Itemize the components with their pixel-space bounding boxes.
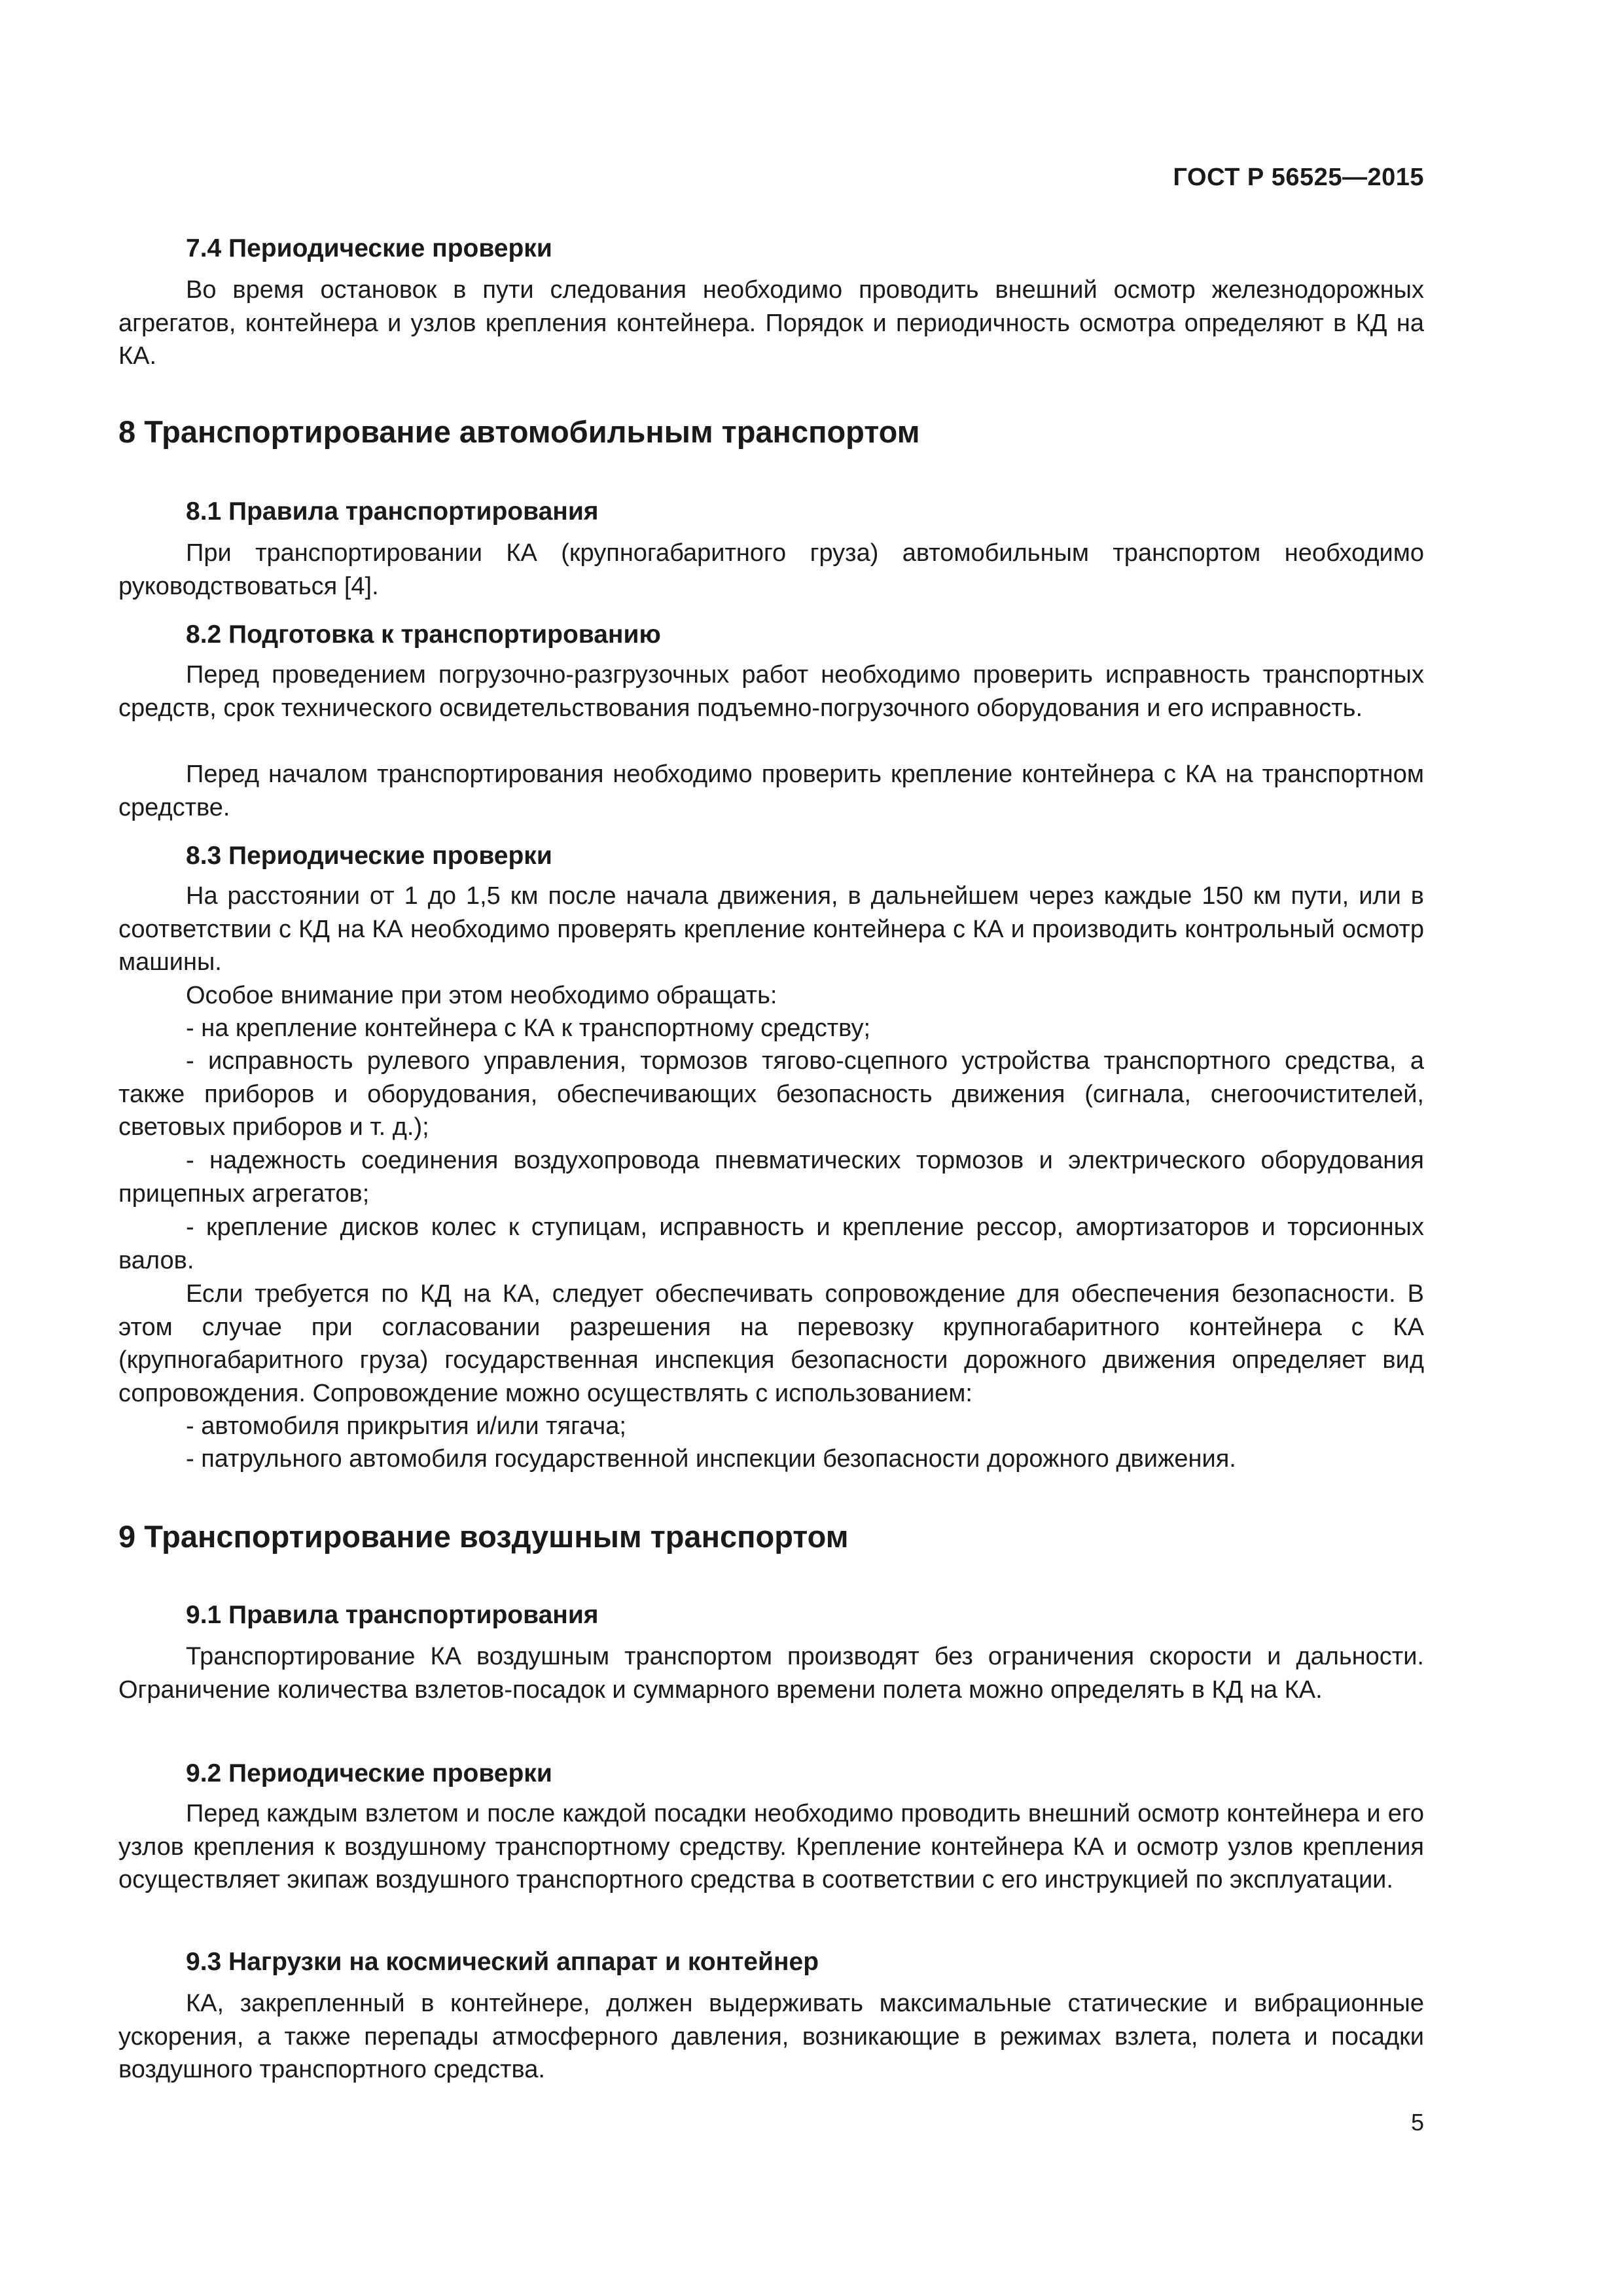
list-item-8-3-6: - патрульного автомобиля государственной инспекции безопасности дорожного движения. xyxy=(186,1445,1236,1473)
page-number: 5 xyxy=(1410,2109,1424,2136)
paragraph-9-3-1: КА, закрепленный в контейнере, должен выдерживать максимальные статические и вибрационные ускорения, а также перепады атмосферного давления, возникающие в режимах взлета, полета и посадки воздушного транспортного средства. xyxy=(118,1990,1424,2083)
list-item-8-3-5: - автомобиля прикрытия и/или тягача; xyxy=(186,1412,626,1440)
subsection-9-2-title: 9.2 Периодические проверки xyxy=(186,1759,552,1787)
paragraph-8-3-3: Если требуется по КД на КА, следует обеспечивать сопровождение для обеспечения безопасности. В этом случае при согласовании разрешения на перевозку крупногабаритного контейнера с КА (крупногабаритного груза) государственная инспекция безопасности дорожного движения определяет вид сопровождения. Сопровождение можно осуществлять с использованием: xyxy=(118,1280,1424,1407)
paragraph-7-4-1: Во время остановок в пути следования необходимо проводить внешний осмотр железнодорожных агрегатов, контейнера и узлов крепления контейнера. Порядок и периодичность осмотра определяют в КД на КА. xyxy=(118,276,1424,370)
subsection-8-1-title: 8.1 Правила транспортирования xyxy=(186,497,599,526)
section-9-title: 9 Транспортирование воздушным транспортом xyxy=(118,1519,849,1554)
paragraph-8-3-1: На расстоянии от 1 до 1,5 км после начала движения, в дальнейшем через каждые 150 км пути, или в соответствии с КД на КА необходимо проверять крепление контейнера с КА и производить контрольный осмотр машины. xyxy=(118,882,1424,976)
list-item-8-3-3: - надежность соединения воздухопровода пневматических тормозов и электрического оборудования прицепных агрегатов; xyxy=(118,1147,1424,1208)
paragraph-9-2-1: Перед каждым взлетом и после каждой посадки необходимо проводить внешний осмотр контейнера и его узлов крепления к воздушному транспортному средству. Крепление контейнера КА и осмотр узлов крепления осуществляет экипаж воздушного транспортного средства в соответствии с его инструкцией по эксплуатации. xyxy=(118,1800,1424,1893)
list-item-8-3-4: - крепление дисков колес к ступицам, исправность и крепление рессор, амортизаторов и торсионных валов. xyxy=(118,1213,1424,1274)
section-8-title: 8 Транспортирование автомобильным транспортом xyxy=(118,414,920,449)
paragraph-8-2-1: Перед проведением погрузочно-разгрузочных работ необходимо проверить исправность транспортных средств, срок технического освидетельствования подъемно-погрузочного оборудования и его исправность. xyxy=(118,661,1424,722)
subsection-8-2-title: 8.2 Подготовка к транспортированию xyxy=(186,620,661,649)
document-code-header: ГОСТ Р 56525—2015 xyxy=(1173,164,1424,191)
subsection-9-1-title: 9.1 Правила транспортирования xyxy=(186,1601,599,1629)
subsection-8-3-title: 8.3 Периодические проверки xyxy=(186,842,552,870)
list-item-8-3-1: - на крепление контейнера с КА к транспортному средству; xyxy=(186,1014,871,1042)
paragraph-8-3-2: Особое внимание при этом необходимо обращать: xyxy=(186,982,777,1009)
subsection-9-3-title: 9.3 Нагрузки на космический аппарат и контейнер xyxy=(186,1948,819,1976)
paragraph-9-1-1: Транспортирование КА воздушным транспортом производят без ограничения скорости и дальности. Ограничение количества взлетов-посадок и суммарного времени полета можно определять в КД на КА. xyxy=(118,1643,1424,1704)
paragraph-8-1-1: При транспортировании КА (крупногабаритного груза) автомобильным транспортом необходимо руководствоваться [4]. xyxy=(118,539,1424,600)
paragraph-8-2-2: Перед началом транспортирования необходимо проверить крепление контейнера с КА на транспортном средстве. xyxy=(118,761,1424,821)
subsection-7-4-title: 7.4 Периодические проверки xyxy=(186,234,552,262)
list-item-8-3-2: - исправность рулевого управления, тормозов тягово-сцепного устройства транспортного средства, а также приборов и оборудования, обеспечивающих безопасность движения (сигнала, снегоочистителей, световых приборов и т. д.); xyxy=(118,1047,1424,1141)
